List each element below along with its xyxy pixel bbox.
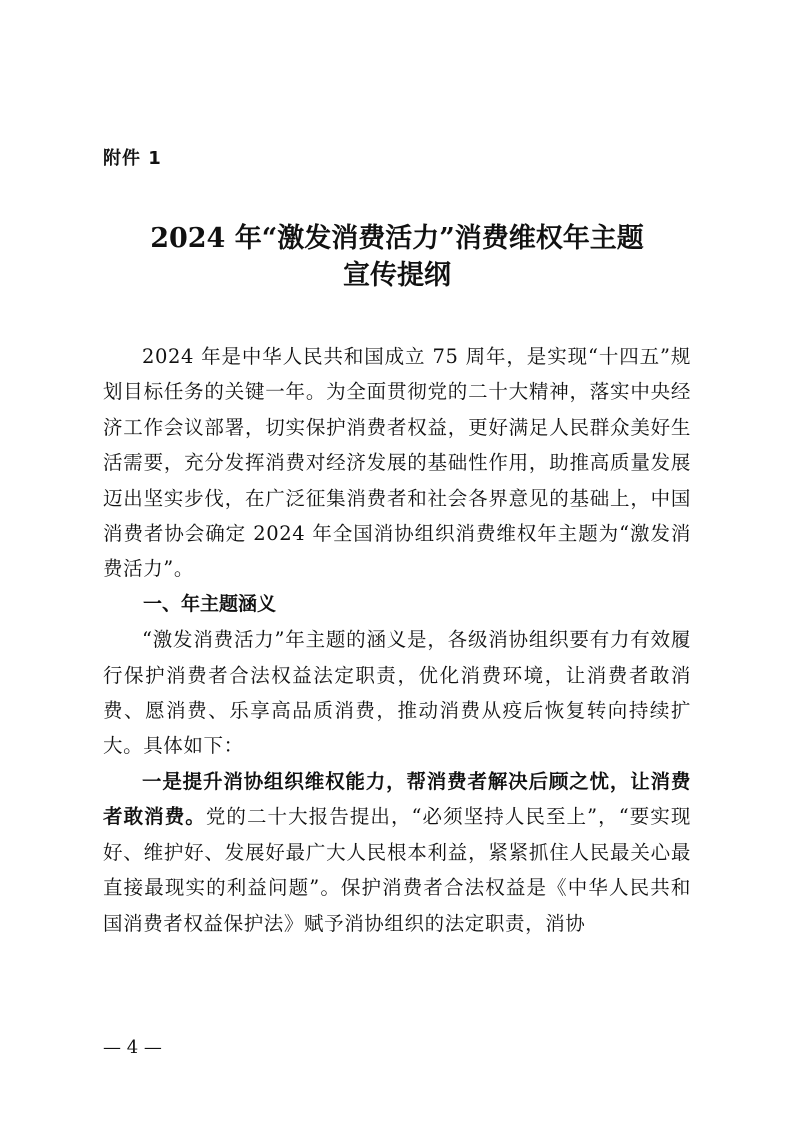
item-1-text: 党的二十大报告提出，“必须坚持人民至上”，“要实现好、维护好、发展好最广大人民根本利益，紧紧抓住人民最关心最直接最现实的利益问题”。保护消费者合法权益是《中华人民共和国消费者权益保护法》赋予消协组织的法定职责，消协 (103, 805, 691, 935)
item-1-lead: 一是提升消协组织维权能力，帮消费者解决后顾之忧，让消费者敢消费。 (103, 769, 691, 829)
document-body (103, 339, 691, 941)
section-1-paragraph: “激发消费活力”年主题的涵义是，各级消协组织要有力有效履行保护消费者合法权益法定职责，优化消费环境，让消费者敢消费、愿消费、乐享高品质消费，推动消费从疫后恢复转向持续扩大。具体如下： (103, 628, 691, 758)
item-1-paragraph (103, 764, 691, 941)
intro-paragraph: 2024 年是中华人民共和国成立 75 周年，是实现“十四五”规划目标任务的关键一年。为全面贯彻党的二十大精神，落实中央经济工作会议部署，切实保护消费者权益，更好满足人民群众美好生活需要，充分发挥消费对经济发展的基础性作用，助推高质量发展迈出坚实步伐，在广泛征集消费者和社会各界意见的基础上，中国消费者协会确定 2024 年全国消协组织消费维权年主题为“激发消费活力”。 (103, 345, 691, 581)
page-number: — 4 — (103, 1037, 162, 1058)
document-title-line-2: 宣传提纲 (343, 260, 451, 291)
section-heading-1: 一、年主题涵义 (143, 592, 277, 615)
attachment-label: 附件 1 (103, 148, 162, 169)
document-title-line-1: 2024 年“激发消费活力”消费维权年主题 (150, 223, 644, 254)
